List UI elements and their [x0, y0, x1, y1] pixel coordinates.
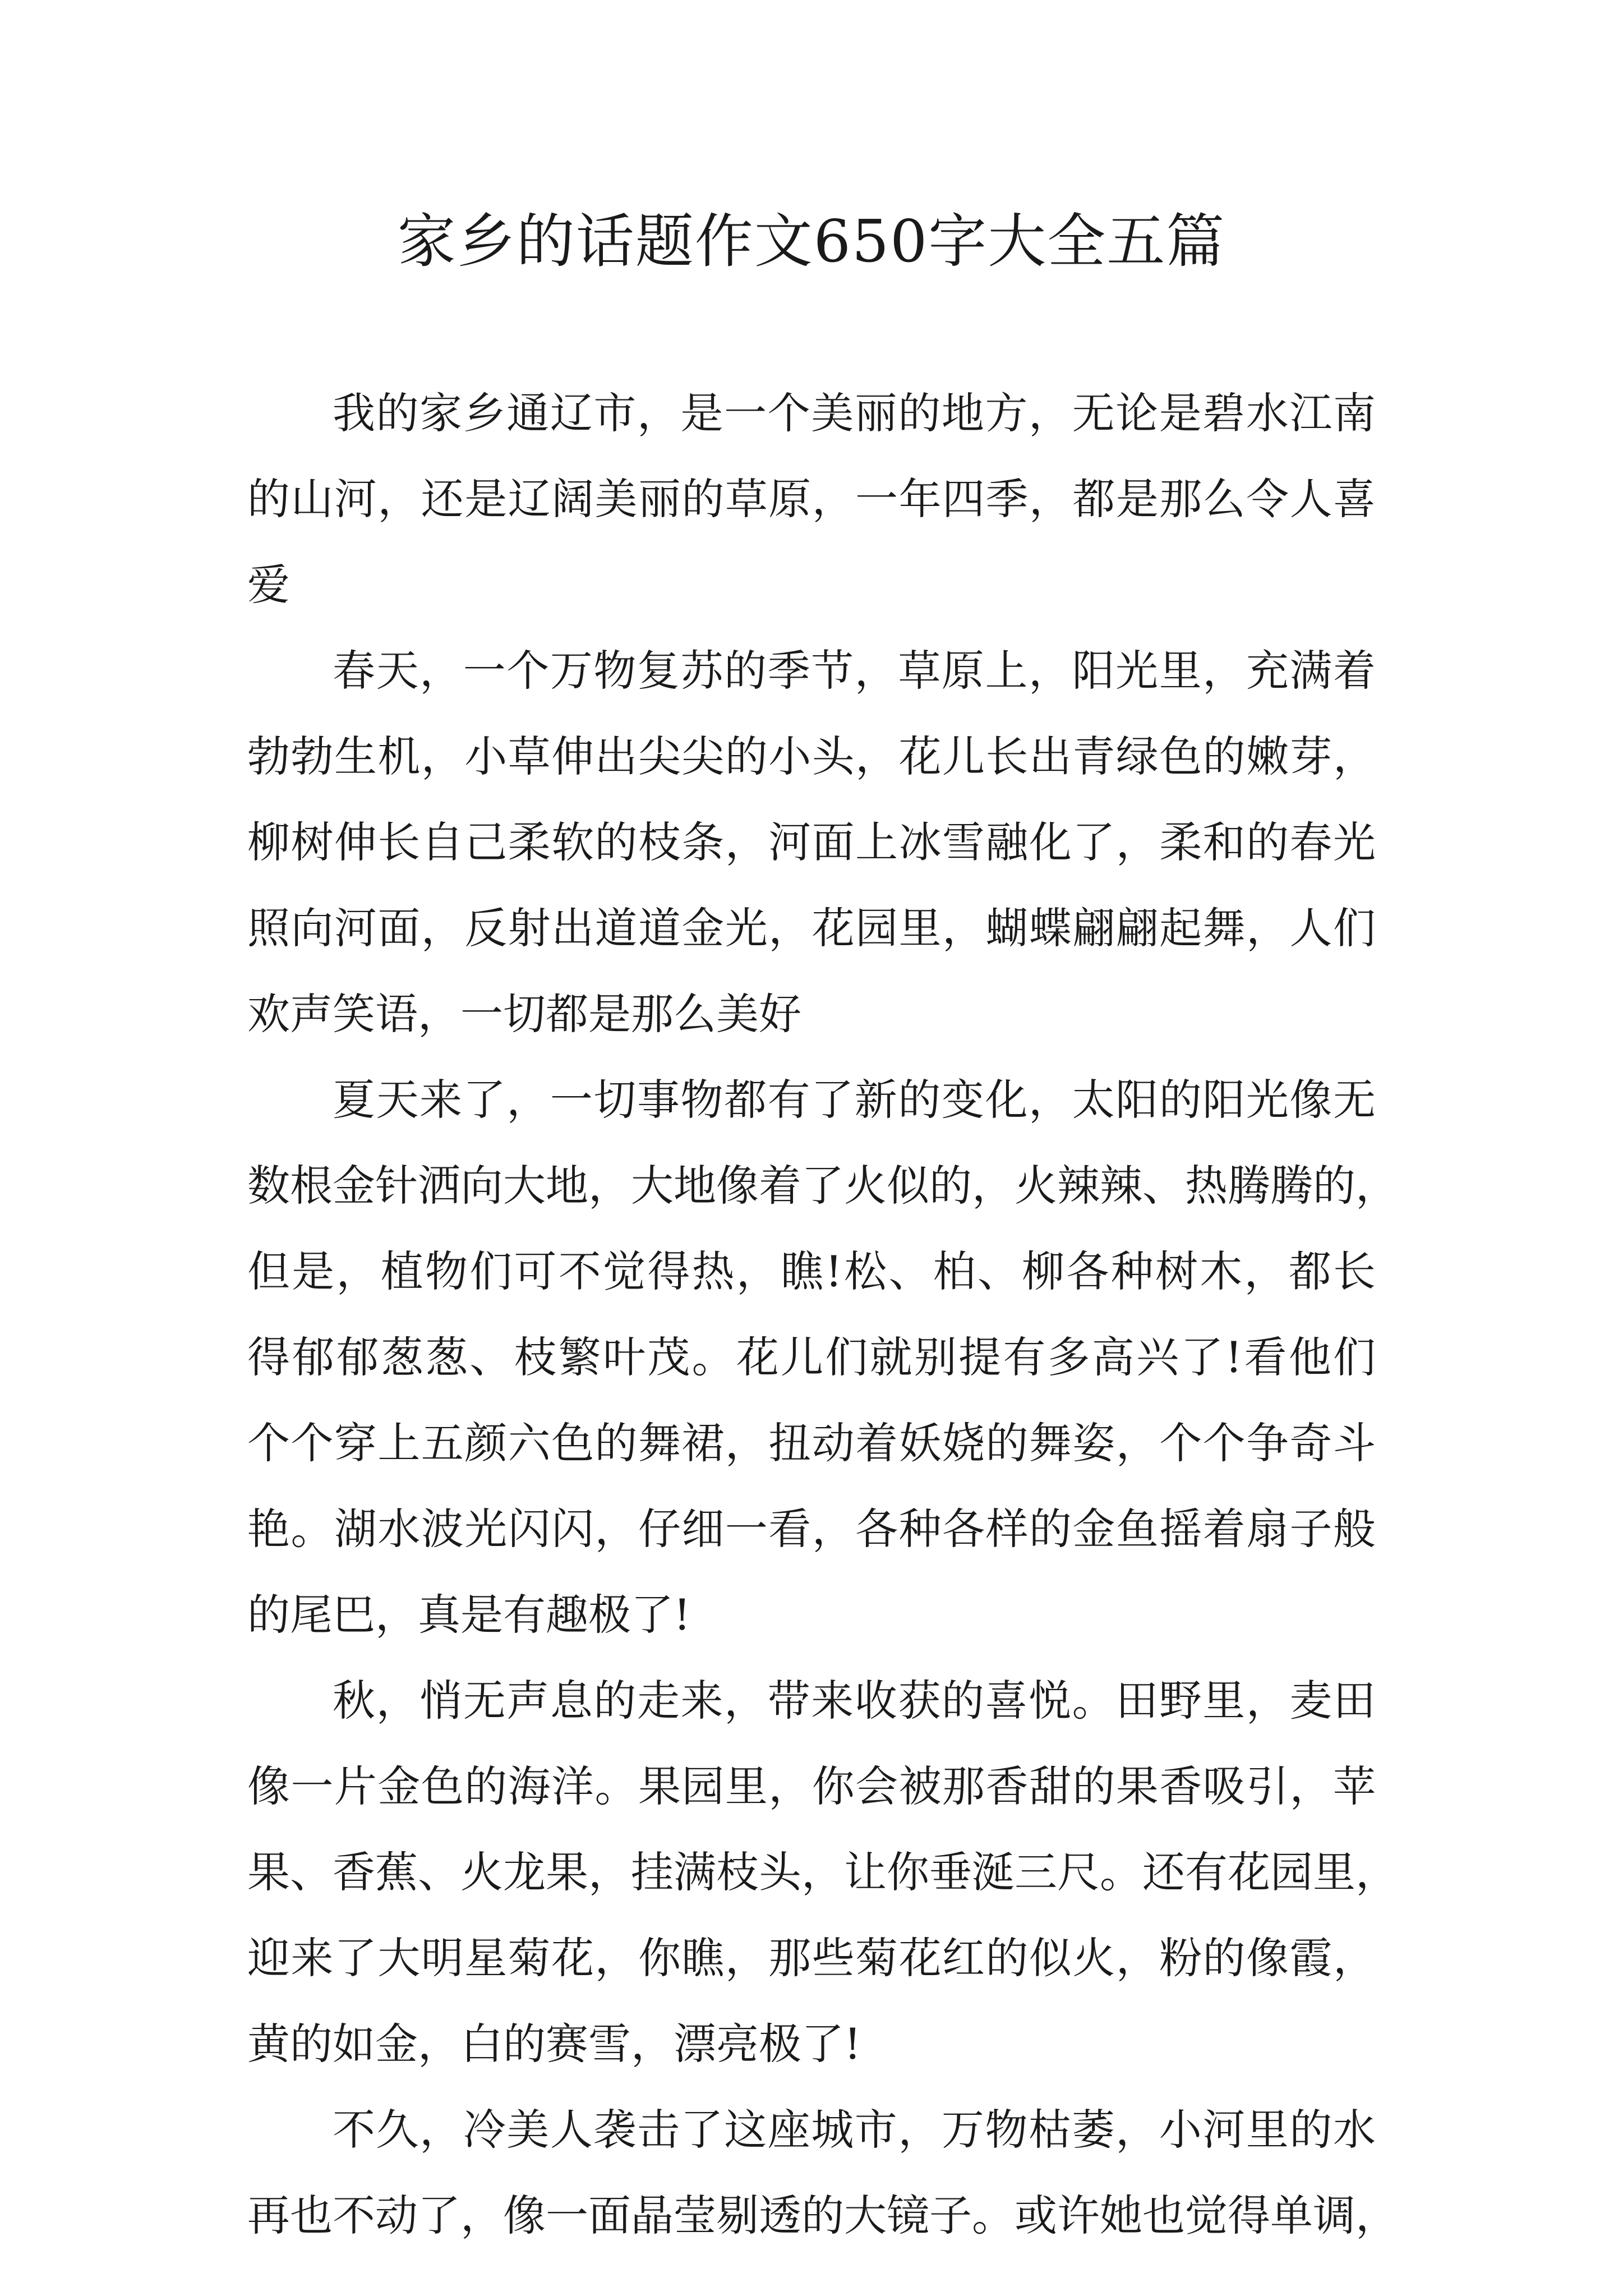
- text-line: 黄的如金，白的赛雪，漂亮极了!: [247, 2019, 861, 2069]
- text-line: 果、香蕉、火龙果，挂满枝头，让你垂涎三尺。还有花园里，: [247, 1847, 1398, 1897]
- text-line: 不久，冷美人袭击了这座城市，万物枯萎，小河里的水: [333, 2105, 1376, 2155]
- paragraph-5: [247, 2087, 1398, 2258]
- text-line: 我的家乡通辽市，是一个美丽的地方，无论是碧水江南: [333, 388, 1376, 438]
- text-line: 迎来了大明星菊花，你瞧，那些菊花红的似火，粉的像霞，: [247, 1933, 1376, 1983]
- text-line: 柳树伸长自己柔软的枝条，河面上冰雪融化了，柔和的春光: [247, 817, 1376, 867]
- paragraph-1: [247, 370, 1376, 628]
- text-line: 再也不动了，像一面晶莹剔透的大镜子。或许她也觉得单调，: [247, 2191, 1398, 2240]
- text-line: 秋，悄无声息的走来，带来收获的喜悦。田野里，麦田: [333, 1676, 1376, 1726]
- text-line: 爱: [247, 560, 290, 610]
- document-body: [247, 370, 1398, 2258]
- text-line: 照向河面，反射出道道金光，花园里，蝴蝶翩翩起舞，人们: [247, 903, 1376, 953]
- paragraph-2: [247, 628, 1376, 1057]
- text-line: 欢声笑语，一切都是那么美好: [247, 989, 801, 1039]
- text-line: 夏天来了，一切事物都有了新的变化，太阳的阳光像无: [333, 1075, 1376, 1125]
- paragraph-4: [247, 1658, 1398, 2087]
- text-line: 得郁郁葱葱、枝繁叶茂。花儿们就别提有多高兴了!看他们: [247, 1332, 1376, 1382]
- text-line: 艳。湖水波光闪闪，仔细一看，各种各样的金鱼摇着扇子般: [247, 1504, 1376, 1554]
- text-line: 数根金针洒向大地，大地像着了火似的，火辣辣、热腾腾的，: [247, 1161, 1398, 1211]
- text-line: 的山河，还是辽阔美丽的草原，一年四季，都是那么令人喜: [247, 474, 1376, 524]
- text-line: 个个穿上五颜六色的舞裙，扭动着妖娆的舞姿，个个争奇斗: [247, 1418, 1376, 1468]
- text-line: 但是，植物们可不觉得热，瞧!松、柏、柳各种树木，都长: [247, 1246, 1376, 1296]
- text-line: 的尾巴，真是有趣极了!: [247, 1590, 691, 1640]
- paragraph-3: [247, 1057, 1398, 1658]
- text-line: 勃勃生机，小草伸出尖尖的小头，花儿长出青绿色的嫩芽，: [247, 731, 1376, 781]
- text-line: 像一片金色的海洋。果园里，你会被那香甜的果香吸引，苹: [247, 1761, 1376, 1811]
- document-title: 家乡的话题作文650字大全五篇: [397, 207, 1226, 275]
- text-line: 春天，一个万物复苏的季节，草原上，阳光里，充满着: [333, 646, 1376, 696]
